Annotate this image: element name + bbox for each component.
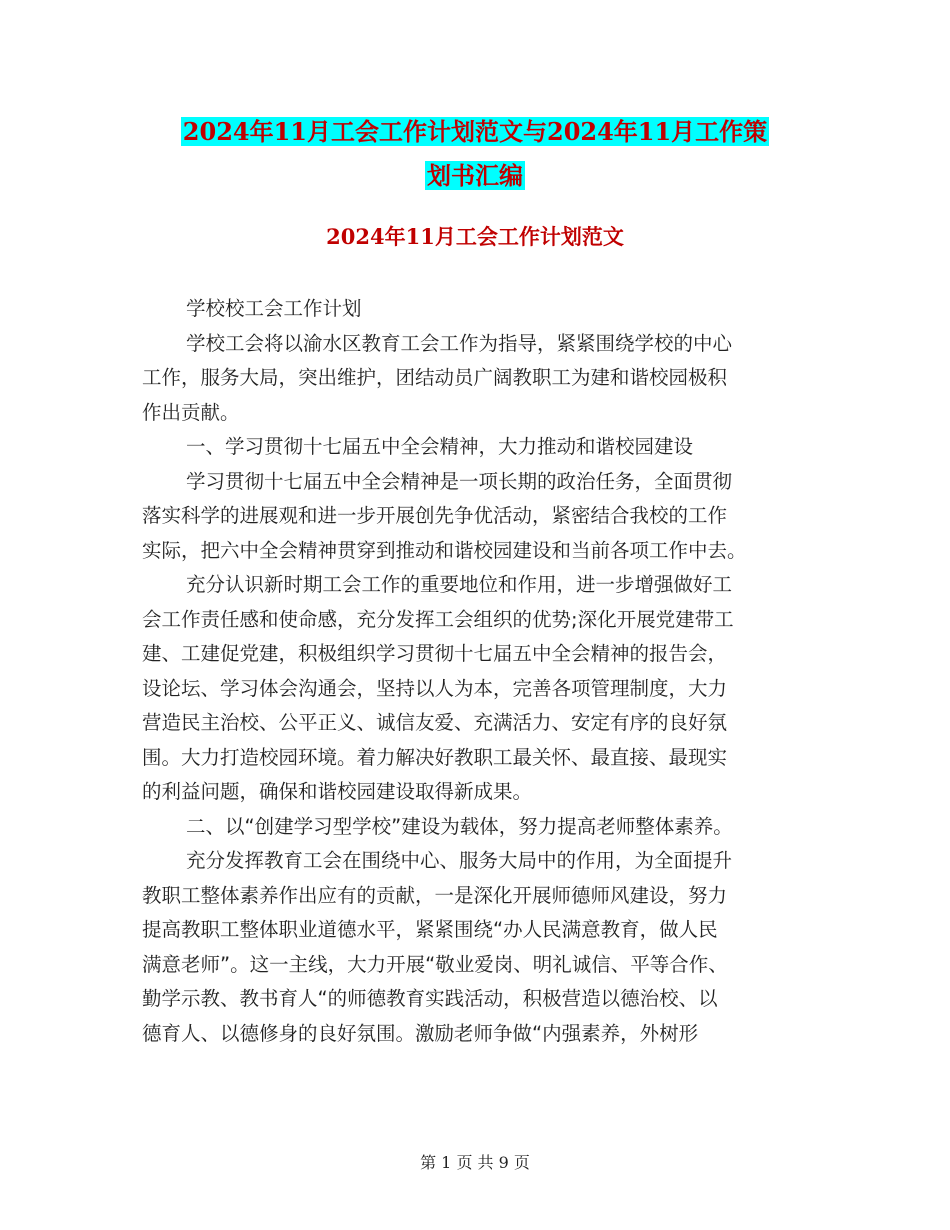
document-title-line-2: 划书汇编 bbox=[427, 161, 523, 190]
body-line: 德育人、以德修身的良好氛围。激励老师争做“内强素养，外树形 bbox=[142, 1021, 699, 1045]
body-line: 一、学习贯彻十七届五中全会精神，大力推动和谐校园建设 bbox=[186, 435, 694, 458]
body-line: 设论坛、学习体会沟通会，坚持以人为本，完善各项管理制度，大力 bbox=[142, 676, 728, 700]
body-line: 勤学示教、教书育人“的师德教育实践活动，积极营造以德治校、以 bbox=[142, 987, 718, 1010]
body-line: 二、以“创建学习型学校”建设为载体，努力提高老师整体素养。 bbox=[186, 814, 733, 838]
body-line: 落实科学的进展观和进一步开展创先争优活动，紧密结合我校的工作 bbox=[142, 504, 728, 527]
body-line: 教职工整体素养作出应有的贡献，一是深化开展师德师风建设，努力 bbox=[142, 883, 728, 907]
document-body bbox=[142, 292, 810, 1051]
body-line: 学习贯彻十七届五中全会精神是一项长期的政治任务，全面贯彻 bbox=[186, 469, 733, 493]
body-line: 提高教职工整体职业道德水平，紧紧围绕“办人民满意教育，做人民 bbox=[142, 918, 718, 941]
body-line: 学校校工会工作计划 bbox=[186, 297, 362, 320]
body-line: 充分发挥教育工会在围绕中心、服务大局中的作用，为全面提升 bbox=[186, 849, 733, 872]
document-title-line-1: 2024年11月工会工作计划范文与2024年11月工作策 bbox=[182, 117, 768, 146]
page-footer: 第 1 页 共 9 页 bbox=[420, 1153, 530, 1172]
document-title bbox=[0, 110, 950, 198]
body-line: 工作，服务大局，突出维护，团结动员广阔教职工为建和谐校园极积 bbox=[142, 366, 728, 389]
body-line: 营造民主治校、公平正义、诚信友爱、充满活力、安定有序的良好氛 bbox=[142, 711, 728, 734]
body-line: 充分认识新时期工会工作的重要地位和作用，进一步增强做好工 bbox=[186, 573, 733, 596]
body-line: 会工作责任感和使命感，充分发挥工会组织的优势;深化开展党建带工 bbox=[142, 607, 734, 631]
body-line: 建、工建促党建，积极组织学习贯彻十七届五中全会精神的报告会， bbox=[142, 642, 728, 665]
body-line: 满意老师”。这一主线，大力开展“敬业爱岗、明礼诚信、平等合作、 bbox=[142, 952, 728, 976]
body-line: 实际，把六中全会精神贯穿到推动和谐校园建设和当前各项工作中去。 bbox=[142, 538, 747, 562]
body-line: 围。大力打造校园环境。着力解决好教职工最关怀、最直接、最现实 bbox=[142, 745, 728, 769]
section-title: 2024年11月工会工作计划范文 bbox=[326, 224, 624, 249]
body-line: 的利益问题，确保和谐校园建设取得新成果。 bbox=[142, 780, 533, 803]
body-line: 作出贡献。 bbox=[142, 400, 240, 424]
body-line: 学校工会将以渝水区教育工会工作为指导，紧紧围绕学校的中心 bbox=[186, 331, 733, 355]
